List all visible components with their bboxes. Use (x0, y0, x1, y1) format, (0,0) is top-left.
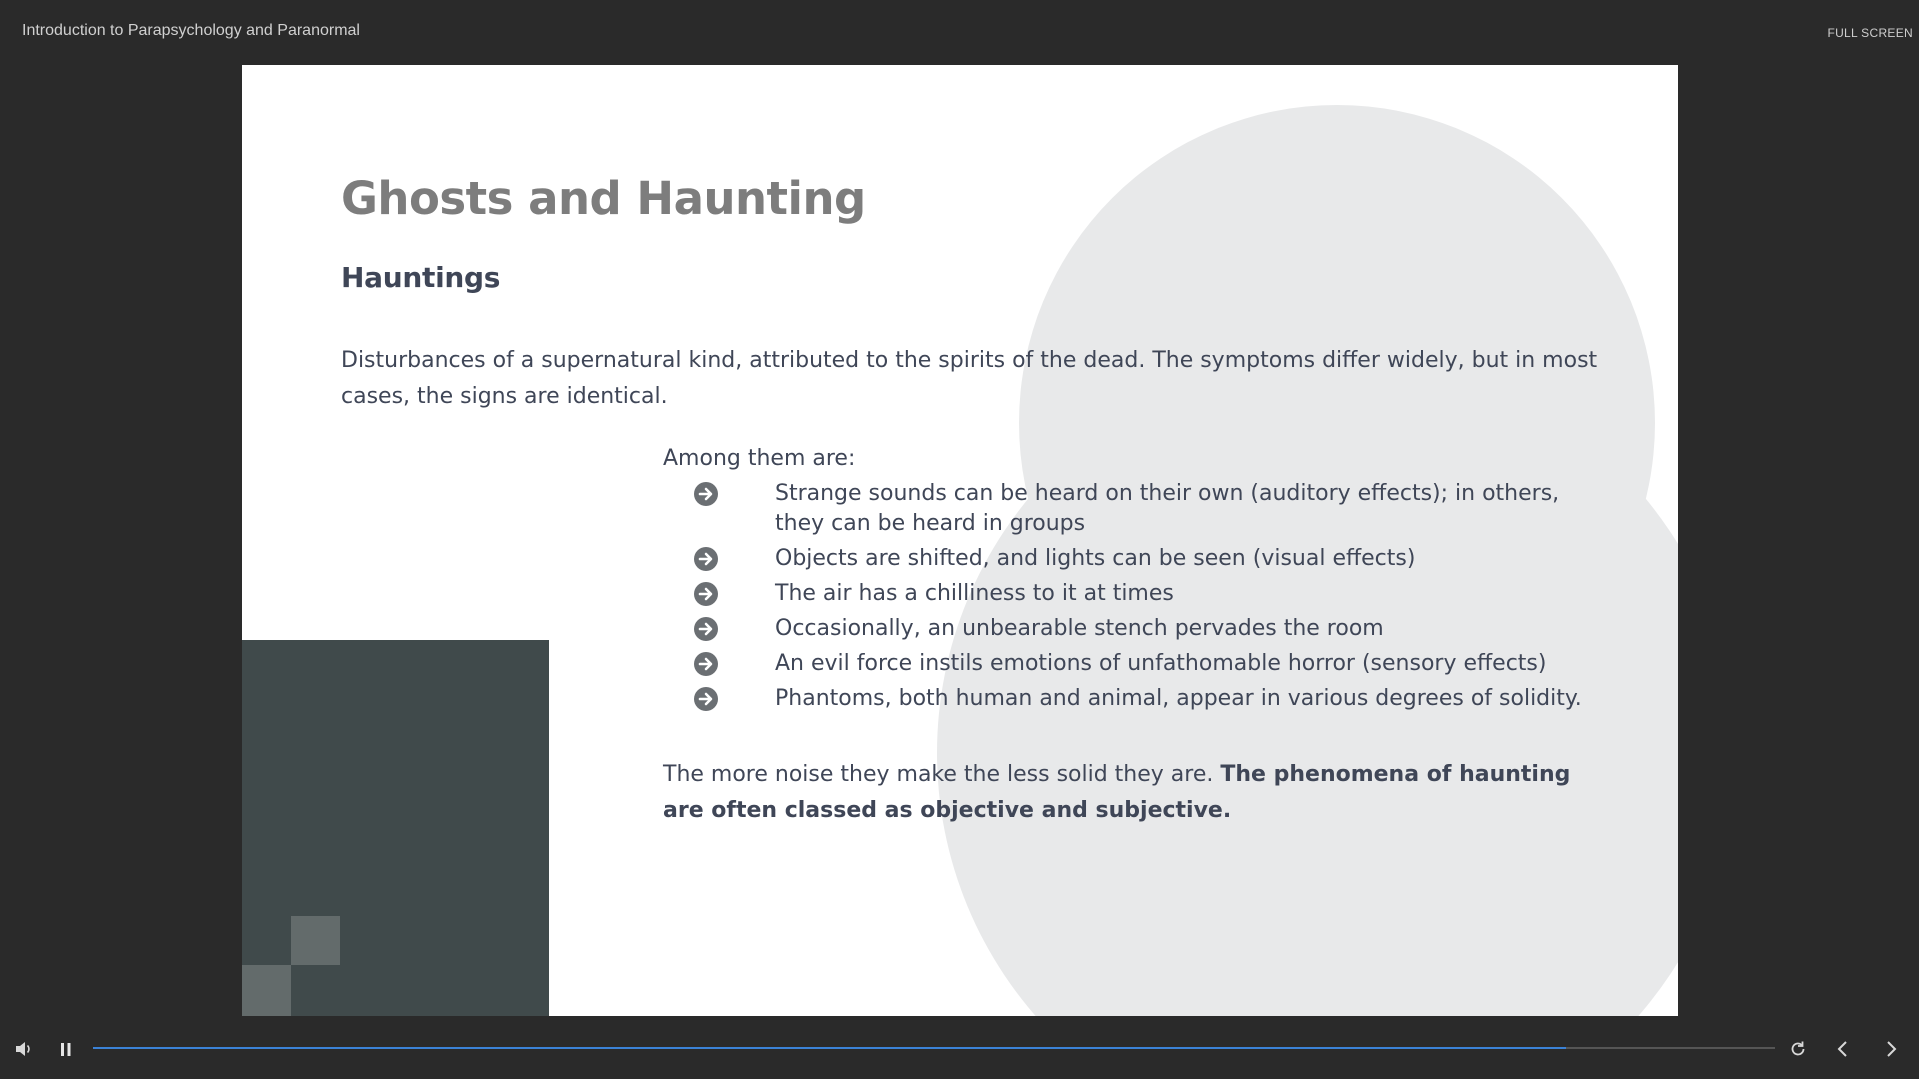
progress-bar-fill (93, 1047, 1566, 1049)
progress-bar[interactable] (93, 1047, 1775, 1049)
arrow-circle-right-icon (694, 652, 718, 676)
volume-icon[interactable] (15, 1041, 33, 1057)
pause-icon[interactable] (60, 1042, 72, 1057)
replay-icon[interactable] (1789, 1040, 1807, 1058)
list-item-text: Occasionally, an unbearable stench pervades the room (775, 616, 1384, 641)
closing-emphasis: The phenomena of haunting are often classed as objective and subjective. (663, 762, 1571, 823)
list-item-text: Phantoms, both human and animal, appear in various degrees of solidity. (775, 686, 1582, 711)
fullscreen-button[interactable]: FULL SCREEN (1827, 26, 1913, 40)
arrow-circle-right-icon (694, 582, 718, 606)
section-heading: Hauntings (341, 261, 501, 294)
slide (242, 65, 1678, 1016)
player-top-bar (0, 0, 1919, 64)
chevron-right-icon[interactable] (1884, 1040, 1898, 1058)
list-item (694, 544, 1594, 574)
slide-title: Ghosts and Haunting (341, 172, 866, 225)
decor-dark-block (242, 640, 549, 1016)
list-item-text: Objects are shifted, and lights can be seen (visual effects) (775, 546, 1416, 571)
player-controls (0, 1030, 1919, 1079)
list-item (694, 579, 1594, 609)
list-intro: Among them are: (663, 446, 856, 471)
decor-square-1 (291, 916, 340, 965)
list-item (694, 684, 1594, 714)
list-item-text: Strange sounds can be heard on their own (auditory effects); in others, they can be heard in groups (775, 481, 1560, 536)
list-item (694, 649, 1594, 679)
arrow-circle-right-icon (694, 482, 718, 506)
bullet-list (694, 479, 1594, 719)
list-item (694, 614, 1594, 644)
list-item-text: An evil force instils emotions of unfathomable horror (sensory effects) (775, 651, 1547, 676)
course-title: Introduction to Parapsychology and Paranormal (22, 22, 360, 39)
intro-paragraph: Disturbances of a supernatural kind, attributed to the spirits of the dead. The symptoms differ widely, but in most cases, the signs are identical. (341, 348, 1598, 409)
closing-paragraph (663, 757, 1573, 829)
list-item-text: The air has a chilliness to it at times (775, 581, 1174, 606)
arrow-circle-right-icon (694, 617, 718, 641)
arrow-circle-right-icon (694, 687, 718, 711)
decor-square-2 (242, 965, 291, 1016)
arrow-circle-right-icon (694, 547, 718, 571)
closing-text: The more noise they make the less solid they are. (663, 762, 1221, 787)
list-item (694, 479, 1594, 539)
chevron-left-icon[interactable] (1836, 1040, 1850, 1058)
